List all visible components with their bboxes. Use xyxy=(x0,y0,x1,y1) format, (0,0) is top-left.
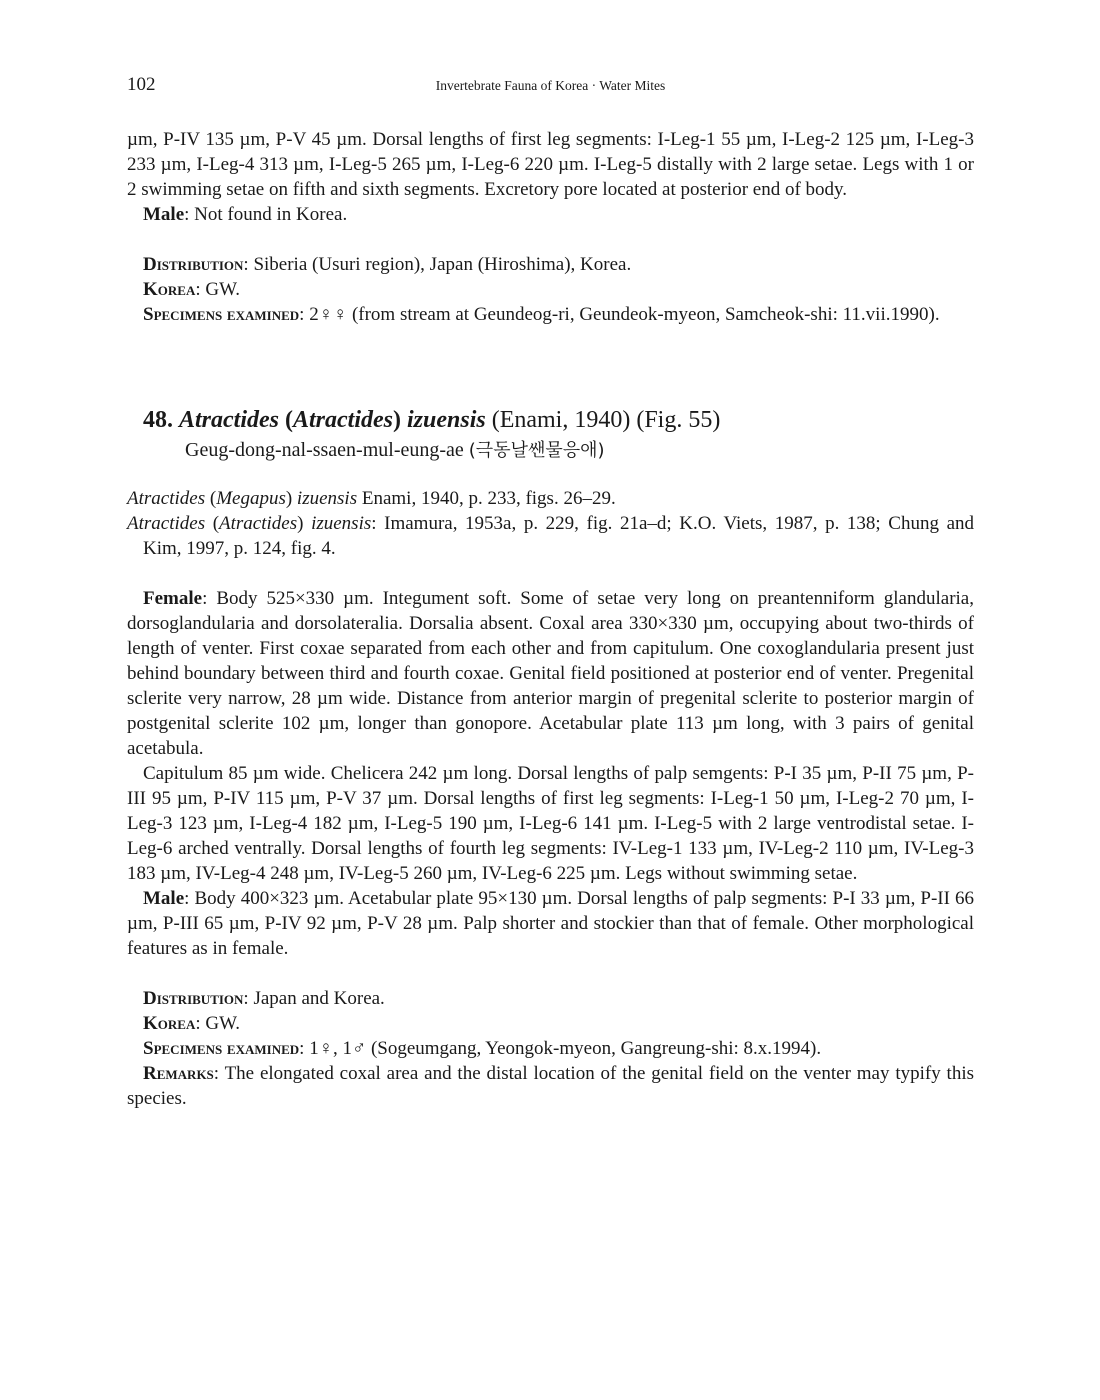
subgenus-open: ( xyxy=(285,407,293,433)
female-label: Female xyxy=(143,588,203,609)
capitulum-paragraph: Capitulum 85 µm wide. Chelicera 242 µm long. Dorsal lengths of palp semgents: P-I 35 µm, P-II 75 µm, P-III 95 µm, P-IV 115 µm, P-V 37 µm. Dorsal lengths of first leg segments: I-Leg-1 50 µm, I-Leg-2 70 µm, I-Leg-3 123 µm, I-Leg-4 182 µm, I-Leg-5 190 µm, I-Leg-6 141 µm. I-Leg-5 with 2 large ventrodistal setae. I-Leg-6 arched ventrally. Dorsal lengths of fourth leg segments: IV-Leg-1 133 µm, IV-Leg-2 110 µm, IV-Leg-3 183 µm, IV-Leg-4 248 µm, IV-Leg-5 260 µm, IV-Leg-6 225 µm. Legs without swimming setae. xyxy=(127,763,974,884)
subgenus-close: ) xyxy=(393,407,401,433)
male-desc-text: : Body 400×323 µm. Acetabular plate 95×130 µm. Dorsal lengths of palp segments: P-I 33 µm, P-II 66 µm, P-III 65 µm, P-IV 92 µm, P-V 28 µm. Palp shorter and stockier than that of female. Other morphological features as in female. xyxy=(127,888,974,959)
species-number: 48. xyxy=(143,407,173,433)
records-korea-text: : GW. xyxy=(195,1013,241,1034)
specimens-label: Specimens examined xyxy=(143,304,300,325)
species-subgenus: Atractides xyxy=(293,407,393,433)
species-genus: Atractides xyxy=(179,407,279,433)
syn2-rest: : Imamura, 1953a, p. 229, fig. 21a–d; K.O. Viets, 1987, p. 138; Chung and Kim, 1997, p. 124, fig. 4. xyxy=(143,513,974,559)
records-specimens-label: Specimens examined xyxy=(143,1038,300,1059)
specimens-text: : 2♀♀ (from stream at Geundeog-ri, Geundeok-myeon, Samcheok-shi: 11.vii.1990). xyxy=(299,304,940,325)
continued-specimens xyxy=(127,302,974,327)
female-text: : Body 525×330 µm. Integument soft. Some of setae very long on preantenniform glandularia, dorsoglandularia and dorsolateralia. Dorsalia absent. Coxal area 330×330 µm, occupying about two-thirds of length of venter. First coxae separated from each other and from capitulum. One coxoglandularia present just behind boundary between third and fourth coxae. Genital field positioned at posterior end of venter. Pregenital sclerite very narrow, 28 µm wide. Distance from anterior margin of pregenital sclerite to posterior margin of postgenital sclerite 102 µm, longer than gonopore. Acetabular plate 113 µm long, with 3 pairs of genital acetabula. xyxy=(127,588,974,759)
korean-name: (극동날쌘물응애) xyxy=(468,440,605,461)
male-desc-label: Male xyxy=(143,888,185,909)
records-distribution-text: : Japan and Korea. xyxy=(243,988,385,1009)
korea-label: Korea xyxy=(143,279,196,300)
female-paragraph xyxy=(127,586,974,761)
syn2-epithet: izuensis xyxy=(311,513,372,534)
records-korea xyxy=(127,1011,974,1036)
records-distribution xyxy=(127,986,974,1011)
records-remarks xyxy=(127,1061,974,1111)
syn2-subgenus: Atractides xyxy=(219,513,298,534)
records-specimens-text: : 1♀, 1♂ (Sogeumgang, Yeongok-myeon, Gangreung-shi: 8.x.1994). xyxy=(299,1038,822,1059)
records-distribution-label: Distribution xyxy=(143,988,244,1009)
running-head: Invertebrate Fauna of Korea · Water Mites xyxy=(435,78,666,93)
page-header xyxy=(127,74,974,98)
male-text: : Not found in Korea. xyxy=(184,204,348,225)
remarks-text: : The elongated coxal area and the distal location of the genital field on the venter may typify this species. xyxy=(127,1063,974,1109)
species-authority: (Enami, 1940) (Fig. 55) xyxy=(491,407,721,433)
distribution-text: : Siberia (Usuri region), Japan (Hiroshima), Korea. xyxy=(243,254,632,275)
page-number: 102 xyxy=(127,74,156,95)
species-heading xyxy=(143,405,974,435)
page-body xyxy=(127,127,974,1111)
syn1-genus: Atractides xyxy=(127,488,206,509)
korea-text: : GW. xyxy=(195,279,241,300)
records-specimens xyxy=(127,1036,974,1061)
male-label: Male xyxy=(143,204,185,225)
continued-male-paragraph xyxy=(127,202,974,227)
continued-distribution xyxy=(127,252,974,277)
records-korea-label: Korea xyxy=(143,1013,196,1034)
syn1-subgenus: Megapus xyxy=(216,488,286,509)
syn2-genus: Atractides xyxy=(127,513,206,534)
continued-korea xyxy=(127,277,974,302)
species-epithet: izuensis xyxy=(407,407,486,433)
syn1-epithet: izuensis xyxy=(296,488,358,509)
distribution-label: Distribution xyxy=(143,254,244,275)
male-paragraph xyxy=(127,886,974,961)
synonymy-line-1: Atractides (Megapus) izuensis Enami, 1940, p. 233, figs. 26–29. xyxy=(127,488,616,509)
syn1-rest: Enami, 1940, p. 233, figs. 26–29. xyxy=(361,488,616,509)
continued-paragraph: µm, P-IV 135 µm, P-V 45 µm. Dorsal lengths of first leg segments: I-Leg-1 55 µm, I-Leg-2 125 µm, I-Leg-3 233 µm, I-Leg-4 313 µm, I-Leg-5 265 µm, I-Leg-6 220 µm. I-Leg-5 distally with 2 large setae. Legs with 1 or 2 swimming setae on fifth and sixth segments. Excretory pore located at posterior end of body. xyxy=(127,129,974,200)
korean-name-line xyxy=(185,435,974,466)
remarks-label: Remarks xyxy=(143,1063,214,1084)
synonymy-line-2: Atractides (Atractides) izuensis: Imamura, 1953a, p. 229, fig. 21a–d; K.O. Viets, 1987, p. 138; Chung and Kim, 1997, p. 124, fig. 4. xyxy=(127,513,974,559)
korean-romanized: Geug-dong-nal-ssaen-mul-eung-ae xyxy=(185,439,464,461)
